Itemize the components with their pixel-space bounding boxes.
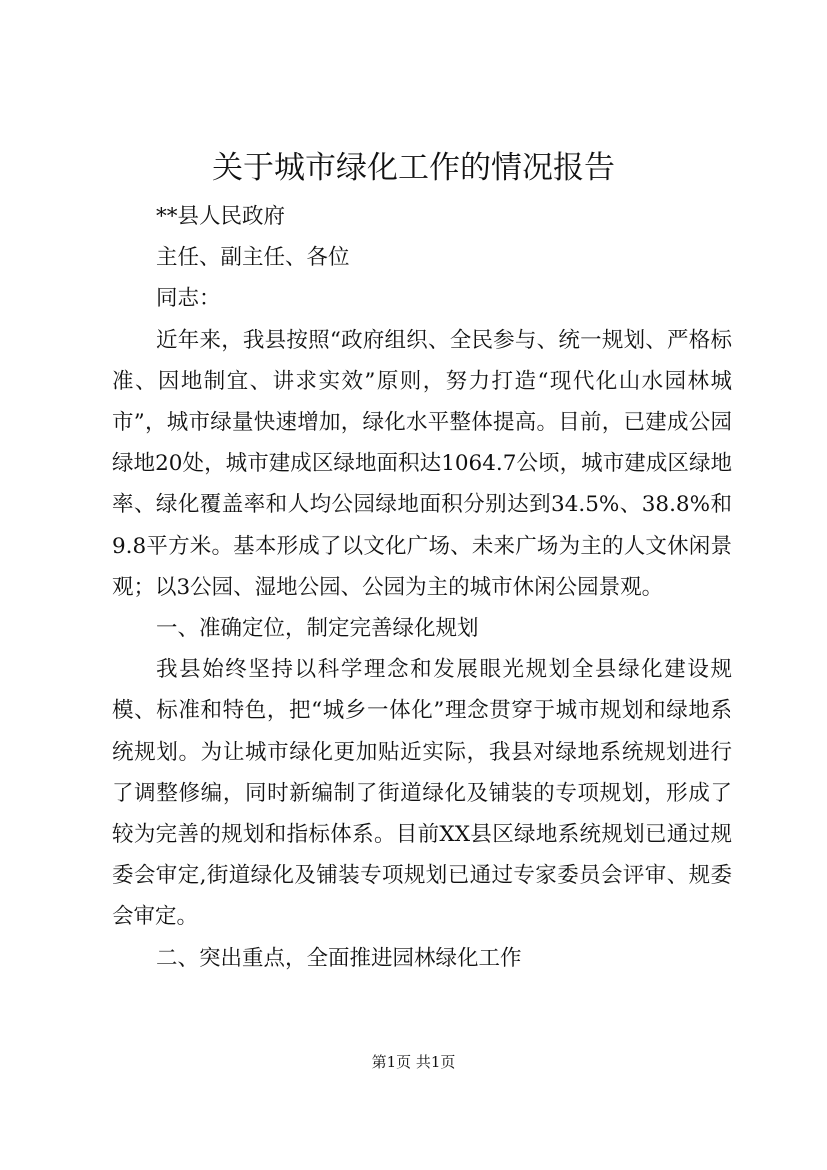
- document-title: 关于城市绿化工作的情况报告: [212, 150, 615, 186]
- document-body: [112, 196, 732, 979]
- section-heading-2: 二、突出重点，全面推进园林绿化工作: [156, 945, 522, 971]
- intro-paragraph: 近年来，我县按照“政府组织、全民参与、统一规划、严格标准、因地制宜、讲求实效”原则，努力打造“现代化山水园林城市”，城市绿量快速增加，绿化水平整体提高。目前，已建成公园绿地20处，城市建成区绿地面积达1064.7公顷，城市建成区绿地率、绿化覆盖率和人均公园绿地面积分别达到34.5%、38.8%和9.8平方米。基本形成了以文化广场、未来广场为主的人文休闲景观；以3公园、湿地公园、公园为主的城市休闲公园景观。: [112, 327, 732, 600]
- addressee-line: **县人民政府: [156, 204, 286, 229]
- page-footer: 第1页 共1页: [371, 1053, 456, 1071]
- section-heading-1: 一、准确定位，制定完善绿化规划: [156, 616, 479, 642]
- section-paragraph-1: 我县始终坚持以科学理念和发展眼光规划全县绿化建设规模、标准和特色，把“城乡一体化”理念贯穿于城市规划和绿地系统规划。为让城市绿化更加贴近实际，我县对绿地系统规划进行了调整修编，同时新编制了街道绿化及铺装的专项规划，形成了较为完善的规划和指标体系。目前XX县区绿地系统规划已通过规委会审定,街道绿化及铺装专项规划已通过专家委员会评审、规委会审定。: [112, 657, 732, 930]
- salutation-line-2: 同志：: [156, 286, 221, 312]
- salutation-line: 主任、副主任、各位: [156, 245, 350, 271]
